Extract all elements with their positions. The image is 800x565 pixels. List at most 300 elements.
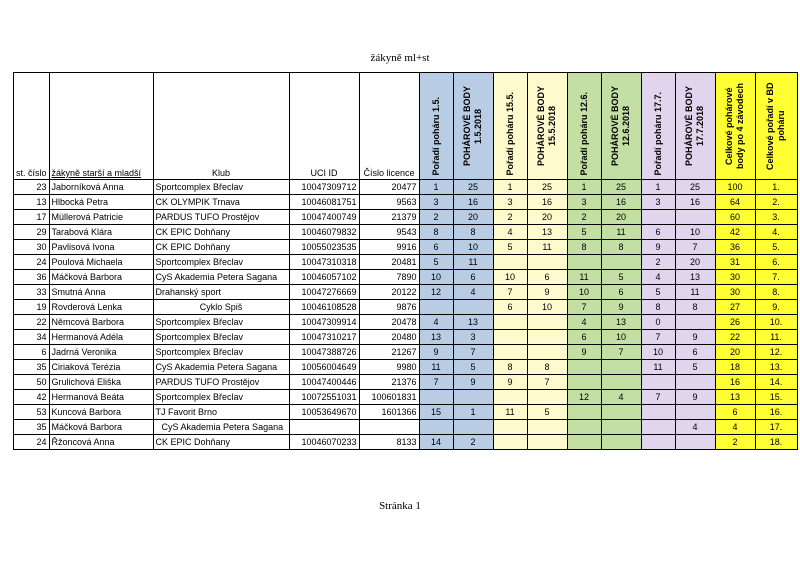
cell-body-3: 6 [601,285,641,300]
cell-name: Grulichová Eliška [49,375,153,390]
cell-club: CK OLYMPIK Trnava [153,195,289,210]
cell-name: Řžoncová Anna [49,435,153,450]
cell-poradi-1: 10 [419,270,453,285]
cell-body-4: 25 [675,180,715,195]
header-celkove-body: Celkové pohárové body po 4 závodech [715,73,755,180]
cell-st-cislo: 35 [14,360,50,375]
cell-poradi-3 [567,420,601,435]
cell-licence: 9563 [359,195,419,210]
cell-licence: 8133 [359,435,419,450]
table-row [14,270,798,285]
cell-body-3: 20 [601,210,641,225]
cell-poradi-1: 11 [419,360,453,375]
cell-poradi-3: 4 [567,315,601,330]
cell-poradi-2: 2 [493,210,527,225]
cell-poradi-3: 7 [567,300,601,315]
cell-total-body: 20 [715,345,755,360]
cell-poradi-1: 14 [419,435,453,450]
cell-body-3: 25 [601,180,641,195]
cell-body-1: 8 [453,225,493,240]
cell-total-rank: 8. [755,285,797,300]
cell-total-rank: 17. [755,420,797,435]
cell-st-cislo: 34 [14,330,50,345]
cell-poradi-2: 3 [493,195,527,210]
cell-total-rank: 15. [755,390,797,405]
cell-total-rank: 5. [755,240,797,255]
cell-poradi-3 [567,255,601,270]
cell-name: Müllerová Patricie [49,210,153,225]
cell-licence: 100601831 [359,390,419,405]
cell-total-body: 4 [715,420,755,435]
header-klub: Klub [153,73,289,180]
cell-body-2 [527,420,567,435]
cell-body-1: 13 [453,315,493,330]
cell-uci-id: 10046108528 [289,300,359,315]
cell-total-rank: 14. [755,375,797,390]
cell-body-2: 7 [527,375,567,390]
cell-poradi-2: 11 [493,405,527,420]
cell-poradi-3 [567,360,601,375]
cell-body-1: 20 [453,210,493,225]
header-body-1: POHÁROVÉ BODY 1.5.2018 [453,73,493,180]
cell-body-1: 2 [453,435,493,450]
cell-name: Jaborníková Anna [49,180,153,195]
header-poradi-3: Pořadí poháru 12.6. [567,73,601,180]
cell-total-rank: 18. [755,435,797,450]
cell-poradi-1: 3 [419,195,453,210]
cell-name: Hlbocká Petra [49,195,153,210]
cell-licence: 20478 [359,315,419,330]
cell-poradi-3: 2 [567,210,601,225]
cell-total-body: 16 [715,375,755,390]
cell-poradi-3: 8 [567,240,601,255]
cell-st-cislo: 24 [14,255,50,270]
header-celkove-poradi: Celkové pořadí v BD poháru [755,73,797,180]
cell-poradi-2 [493,315,527,330]
cell-licence: 20477 [359,180,419,195]
cell-body-1: 10 [453,240,493,255]
cell-uci-id: 10056004649 [289,360,359,375]
cell-club: Sportcomplex Břeclav [153,315,289,330]
cell-body-3 [601,420,641,435]
cell-uci-id: 10046070233 [289,435,359,450]
cell-st-cislo: 29 [14,225,50,240]
cell-body-3: 7 [601,345,641,360]
page-title: žákyně ml+st [370,52,430,64]
cell-poradi-3 [567,405,601,420]
cell-club: Drahanský sport [153,285,289,300]
cell-club: CK EPIC Dohňany [153,240,289,255]
cell-total-rank: 9. [755,300,797,315]
cell-body-1: 6 [453,270,493,285]
cell-total-rank: 4. [755,225,797,240]
cell-total-rank: 2. [755,195,797,210]
cell-body-1: 1 [453,405,493,420]
cell-body-2: 25 [527,180,567,195]
table-row [14,375,798,390]
header-cislo-licence: Číslo licence [359,73,419,180]
cell-total-rank: 7. [755,270,797,285]
cell-poradi-1 [419,390,453,405]
cell-total-body: 30 [715,270,755,285]
cell-uci-id [289,420,359,435]
cell-body-3: 11 [601,225,641,240]
header-poradi-2: Pořadí poháru 15.5. [493,73,527,180]
cell-st-cislo: 53 [14,405,50,420]
cell-uci-id: 10072551031 [289,390,359,405]
cell-body-2 [527,255,567,270]
cell-poradi-1: 15 [419,405,453,420]
cell-poradi-4 [641,210,675,225]
cell-uci-id: 10047310318 [289,255,359,270]
cell-st-cislo: 19 [14,300,50,315]
cell-name: Němcová Barbora [49,315,153,330]
cell-body-2 [527,345,567,360]
header-category: žákyně starší a mladší [49,73,153,180]
cell-total-rank: 12. [755,345,797,360]
cell-uci-id: 10047309712 [289,180,359,195]
cell-name: Smutná Anna [49,285,153,300]
cell-total-body: 6 [715,405,755,420]
cell-body-3 [601,405,641,420]
cell-body-3 [601,375,641,390]
cell-body-1: 25 [453,180,493,195]
cell-poradi-2 [493,255,527,270]
cell-body-4: 11 [675,285,715,300]
cell-licence: 1601366 [359,405,419,420]
cell-total-body: 22 [715,330,755,345]
cell-name: Hermanová Beáta [49,390,153,405]
cell-poradi-4: 8 [641,300,675,315]
cell-poradi-3: 9 [567,345,601,360]
cell-poradi-2 [493,435,527,450]
cell-body-4 [675,405,715,420]
cell-body-3: 16 [601,195,641,210]
cell-poradi-3: 10 [567,285,601,300]
results-table [13,72,798,450]
cell-body-2 [527,435,567,450]
cell-poradi-4: 4 [641,270,675,285]
cell-st-cislo: 24 [14,435,50,450]
cell-poradi-4: 2 [641,255,675,270]
cell-body-2: 10 [527,300,567,315]
table-row [14,360,798,375]
cell-licence [359,420,419,435]
cell-poradi-4 [641,420,675,435]
cell-poradi-2: 1 [493,180,527,195]
cell-uci-id: 10047309914 [289,315,359,330]
cell-poradi-2: 5 [493,240,527,255]
cell-uci-id: 10047276669 [289,285,359,300]
table-row [14,255,798,270]
cell-poradi-1: 4 [419,315,453,330]
cell-uci-id: 10047310217 [289,330,359,345]
cell-poradi-1 [419,420,453,435]
header-row [14,73,798,180]
header-body-2: POHÁROVÉ BODY 15.5.2018 [527,73,567,180]
cell-poradi-3 [567,435,601,450]
cell-poradi-3: 6 [567,330,601,345]
cell-club: Sportcomplex Břeclav [153,345,289,360]
cell-body-4: 4 [675,420,715,435]
cell-total-body: 26 [715,315,755,330]
table-row [14,225,798,240]
cell-body-3: 13 [601,315,641,330]
cell-total-body: 36 [715,240,755,255]
cell-total-body: 42 [715,225,755,240]
cell-total-body: 13 [715,390,755,405]
cell-st-cislo: 23 [14,180,50,195]
cell-total-rank: 3. [755,210,797,225]
cell-body-3 [601,435,641,450]
table-row [14,315,798,330]
cell-body-1: 11 [453,255,493,270]
cell-total-rank: 11. [755,330,797,345]
cell-name: Jadrná Veronika [49,345,153,360]
cell-body-2: 5 [527,405,567,420]
cell-poradi-1: 13 [419,330,453,345]
cell-club: CyS Akademia Petera Sagana [153,360,289,375]
cell-club: Sportcomplex Břeclav [153,330,289,345]
cell-body-2: 8 [527,360,567,375]
cell-poradi-4: 7 [641,390,675,405]
cell-total-body: 31 [715,255,755,270]
cell-licence: 9543 [359,225,419,240]
cell-body-2: 6 [527,270,567,285]
cell-total-rank: 16. [755,405,797,420]
cell-poradi-4: 5 [641,285,675,300]
cell-uci-id: 10047400446 [289,375,359,390]
cell-poradi-3: 5 [567,225,601,240]
cell-total-body: 100 [715,180,755,195]
table-row [14,180,798,195]
cell-licence: 7890 [359,270,419,285]
cell-poradi-3: 3 [567,195,601,210]
cell-body-3 [601,360,641,375]
cell-licence: 9876 [359,300,419,315]
cell-poradi-1: 7 [419,375,453,390]
cell-body-4 [675,315,715,330]
table-row [14,390,798,405]
cell-club: CK EPIC Dohňany [153,225,289,240]
cell-club: PARDUS TUFO Prostějov [153,210,289,225]
cell-poradi-1 [419,300,453,315]
cell-body-4: 8 [675,300,715,315]
cell-poradi-1: 2 [419,210,453,225]
cell-name: Pavlisová Ivona [49,240,153,255]
cell-body-1 [453,390,493,405]
cell-poradi-2 [493,420,527,435]
table-row [14,195,798,210]
cell-body-1 [453,420,493,435]
cell-poradi-1: 8 [419,225,453,240]
cell-body-2: 16 [527,195,567,210]
header-body-3: POHÁROVÉ BODY 12.6.2018 [601,73,641,180]
cell-poradi-2 [493,330,527,345]
cell-poradi-2: 7 [493,285,527,300]
cell-total-rank: 1. [755,180,797,195]
cell-licence: 20481 [359,255,419,270]
cell-poradi-1: 9 [419,345,453,360]
table-row [14,405,798,420]
cell-body-4: 20 [675,255,715,270]
cell-club: TJ Favorit Brno [153,405,289,420]
cell-body-4: 6 [675,345,715,360]
cell-body-1: 9 [453,375,493,390]
cell-licence: 9980 [359,360,419,375]
cell-uci-id: 10046079832 [289,225,359,240]
cell-name: Tarabová Klára [49,225,153,240]
cell-body-2 [527,315,567,330]
cell-body-2 [527,390,567,405]
cell-body-3: 4 [601,390,641,405]
cell-poradi-4: 11 [641,360,675,375]
cell-body-1: 5 [453,360,493,375]
cell-body-4: 16 [675,195,715,210]
cell-club: Sportcomplex Břeclav [153,390,289,405]
cell-club: Sportcomplex Břeclav [153,180,289,195]
cell-name: Máčková Barbora [49,420,153,435]
header-poradi-1: Pořadí poháru 1.5. [419,73,453,180]
cell-total-body: 30 [715,285,755,300]
cell-body-1: 7 [453,345,493,360]
page-footer: Stránka 1 [379,500,421,512]
table-row [14,240,798,255]
cell-st-cislo: 22 [14,315,50,330]
cell-licence: 20480 [359,330,419,345]
cell-uci-id: 10047400749 [289,210,359,225]
cell-poradi-4: 7 [641,330,675,345]
cell-body-4 [675,375,715,390]
cell-body-2: 13 [527,225,567,240]
cell-club: Sportcomplex Břeclav [153,255,289,270]
cell-st-cislo: 36 [14,270,50,285]
cell-name: Ciriaková Terézia [49,360,153,375]
table-row [14,285,798,300]
cell-st-cislo: 33 [14,285,50,300]
cell-licence: 21376 [359,375,419,390]
cell-poradi-2 [493,345,527,360]
cell-total-body: 60 [715,210,755,225]
cell-st-cislo: 35 [14,420,50,435]
cell-licence: 20122 [359,285,419,300]
cell-total-body: 64 [715,195,755,210]
cell-st-cislo: 50 [14,375,50,390]
cell-licence: 9916 [359,240,419,255]
cell-poradi-1: 6 [419,240,453,255]
cell-body-2: 20 [527,210,567,225]
cell-total-body: 18 [715,360,755,375]
cell-name: Poulová Michaela [49,255,153,270]
table-row [14,420,798,435]
table-row [14,210,798,225]
cell-body-1: 16 [453,195,493,210]
cell-body-1: 3 [453,330,493,345]
cell-st-cislo: 17 [14,210,50,225]
cell-poradi-2: 4 [493,225,527,240]
cell-uci-id: 10046057102 [289,270,359,285]
cell-poradi-3 [567,375,601,390]
cell-poradi-4 [641,435,675,450]
results-body [14,180,798,450]
cell-poradi-4: 9 [641,240,675,255]
cell-club: CyS Akademia Petera Sagana [153,270,289,285]
cell-name: Kuncová Barbora [49,405,153,420]
cell-body-2: 9 [527,285,567,300]
cell-body-1 [453,300,493,315]
cell-body-3: 9 [601,300,641,315]
cell-body-4 [675,435,715,450]
cell-uci-id: 10055023535 [289,240,359,255]
cell-body-1: 4 [453,285,493,300]
cell-poradi-1: 12 [419,285,453,300]
cell-body-3 [601,255,641,270]
cell-poradi-3: 11 [567,270,601,285]
cell-body-4: 9 [675,390,715,405]
cell-body-2: 11 [527,240,567,255]
header-poradi-4: Pořadí poháru 17.7. [641,73,675,180]
cell-body-3: 10 [601,330,641,345]
table-row [14,300,798,315]
cell-poradi-4: 6 [641,225,675,240]
cell-poradi-2: 9 [493,375,527,390]
cell-body-2 [527,330,567,345]
cell-st-cislo: 6 [14,345,50,360]
cell-st-cislo: 13 [14,195,50,210]
header-uci-id: UCI ID [289,73,359,180]
cell-poradi-4 [641,375,675,390]
cell-uci-id: 10046081751 [289,195,359,210]
cell-poradi-2 [493,390,527,405]
cell-body-4: 13 [675,270,715,285]
cell-poradi-1: 1 [419,180,453,195]
cell-name: Máčková Barbora [49,270,153,285]
cell-poradi-4: 0 [641,315,675,330]
cell-poradi-2: 10 [493,270,527,285]
table-row [14,345,798,360]
cell-club: PARDUS TUFO Prostějov [153,375,289,390]
cell-body-3: 5 [601,270,641,285]
cell-body-4: 10 [675,225,715,240]
cell-uci-id: 10053649670 [289,405,359,420]
cell-poradi-2: 6 [493,300,527,315]
cell-total-rank: 6. [755,255,797,270]
cell-st-cislo: 42 [14,390,50,405]
cell-licence: 21379 [359,210,419,225]
cell-poradi-4: 1 [641,180,675,195]
cell-club: CyS Akademia Petera Sagana [153,420,289,435]
cell-total-body: 2 [715,435,755,450]
header-st-cislo: st. číslo [14,73,50,180]
cell-name: Rovderová Lenka [49,300,153,315]
cell-club: CK EPIC Dohňany [153,435,289,450]
cell-poradi-2: 8 [493,360,527,375]
cell-poradi-4 [641,405,675,420]
cell-uci-id: 10047388726 [289,345,359,360]
cell-poradi-1: 5 [419,255,453,270]
cell-poradi-4: 3 [641,195,675,210]
cell-poradi-3: 12 [567,390,601,405]
cell-body-4: 5 [675,360,715,375]
cell-total-body: 27 [715,300,755,315]
cell-body-3: 8 [601,240,641,255]
table-row [14,435,798,450]
cell-name: Hermanová Adéla [49,330,153,345]
cell-body-4: 9 [675,330,715,345]
cell-poradi-4: 10 [641,345,675,360]
cell-body-4 [675,210,715,225]
cell-body-4: 7 [675,240,715,255]
